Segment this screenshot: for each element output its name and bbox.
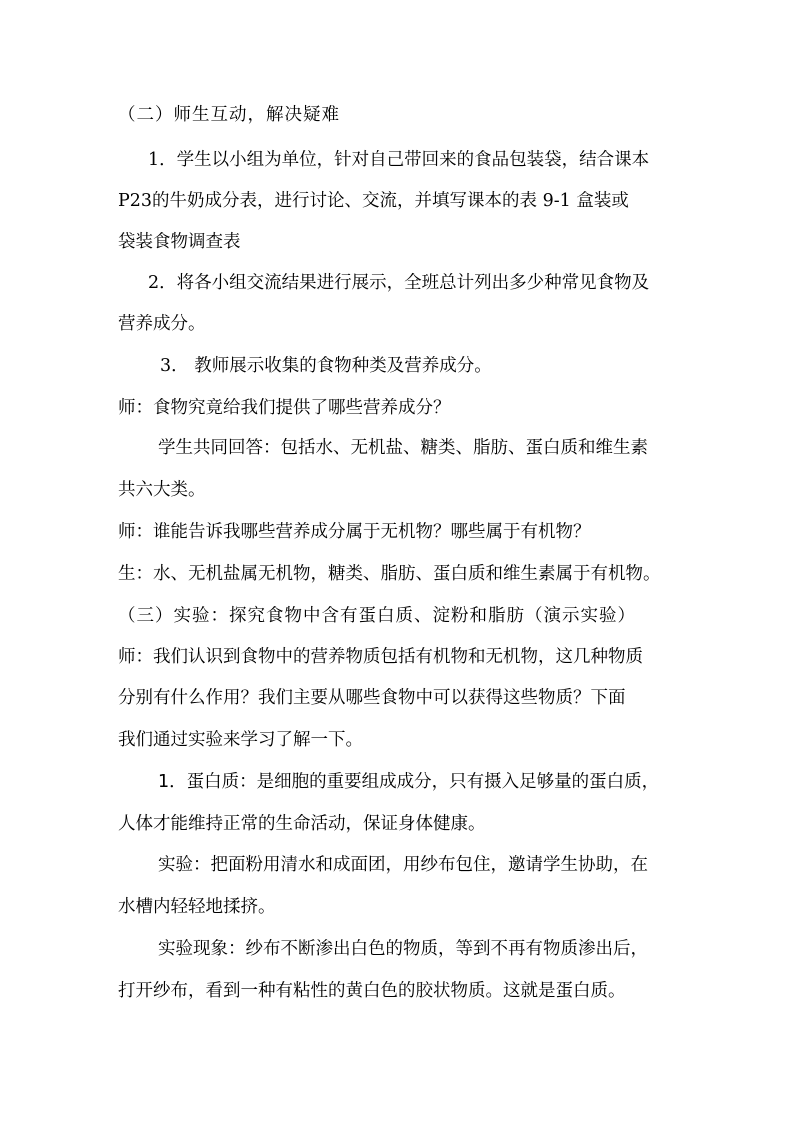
students-answer-line1: 学生共同回答：包括水、无机盐、糖类、脂肪、蛋白质和维生素 [158,438,648,458]
item2-line1: 2．将各小组交流结果进行展示，全班总计列出多少种常见食物及 [148,273,650,293]
teacher-intro-line2: 分别有什么作用？我们主要从哪些食物中可以获得这些物质？下面 [118,688,626,708]
experiment-line1: 实验：把面粉用清水和成面团，用纱布包住，邀请学生协助，在 [158,855,648,875]
section3-heading: （三）实验：探究食物中含有蛋白质、淀粉和脂肪（演示实验） [118,606,636,626]
section2-heading: （二）师生互动，解决疑难 [118,105,340,125]
item1-line1: 1．学生以小组为单位，针对自己带回来的食品包装袋，结合课本 [148,150,650,170]
phenomenon-line2: 打开纱布，看到一种有粘性的黄白色的胶状物质。这就是蛋白质。 [118,981,626,1001]
protein-line2: 人体才能维持正常的生命活动，保证身体健康。 [118,814,486,834]
phenomenon-line1: 实验现象：纱布不断渗出白色的物质，等到不再有物质渗出后， [158,939,648,959]
teacher-question-2: 师：谁能告诉我哪些营养成分属于无机物？哪些属于有机物？ [118,522,591,542]
teacher-intro-line1: 师：我们认识到食物中的营养物质包括有机物和无机物，这几种物质 [118,647,643,667]
item1-line3: 袋装食物调查表 [118,232,241,252]
student-answer: 生：水、无机盐属无机物，糖类、脂肪、蛋白质和维生素属于有机物。 [118,564,661,584]
teacher-intro-line3: 我们通过实验来学习了解一下。 [118,730,363,750]
item3-line1: 3． 教师展示收集的食物种类及营养成分。 [160,356,492,376]
item1-line2: P23的牛奶成分表，进行讨论、交流，并填写课本的表 9-1 盒装或 [118,191,629,211]
item2-line2: 营养成分。 [118,314,206,334]
students-answer-line2: 共六大类。 [118,480,206,500]
teacher-question-1: 师：食物究竟给我们提供了哪些营养成分？ [118,398,451,418]
experiment-line2: 水槽内轻轻地揉挤。 [118,897,276,917]
protein-line1: 1．蛋白质：是细胞的重要组成成分，只有摄入足够量的蛋白质， [158,772,660,792]
